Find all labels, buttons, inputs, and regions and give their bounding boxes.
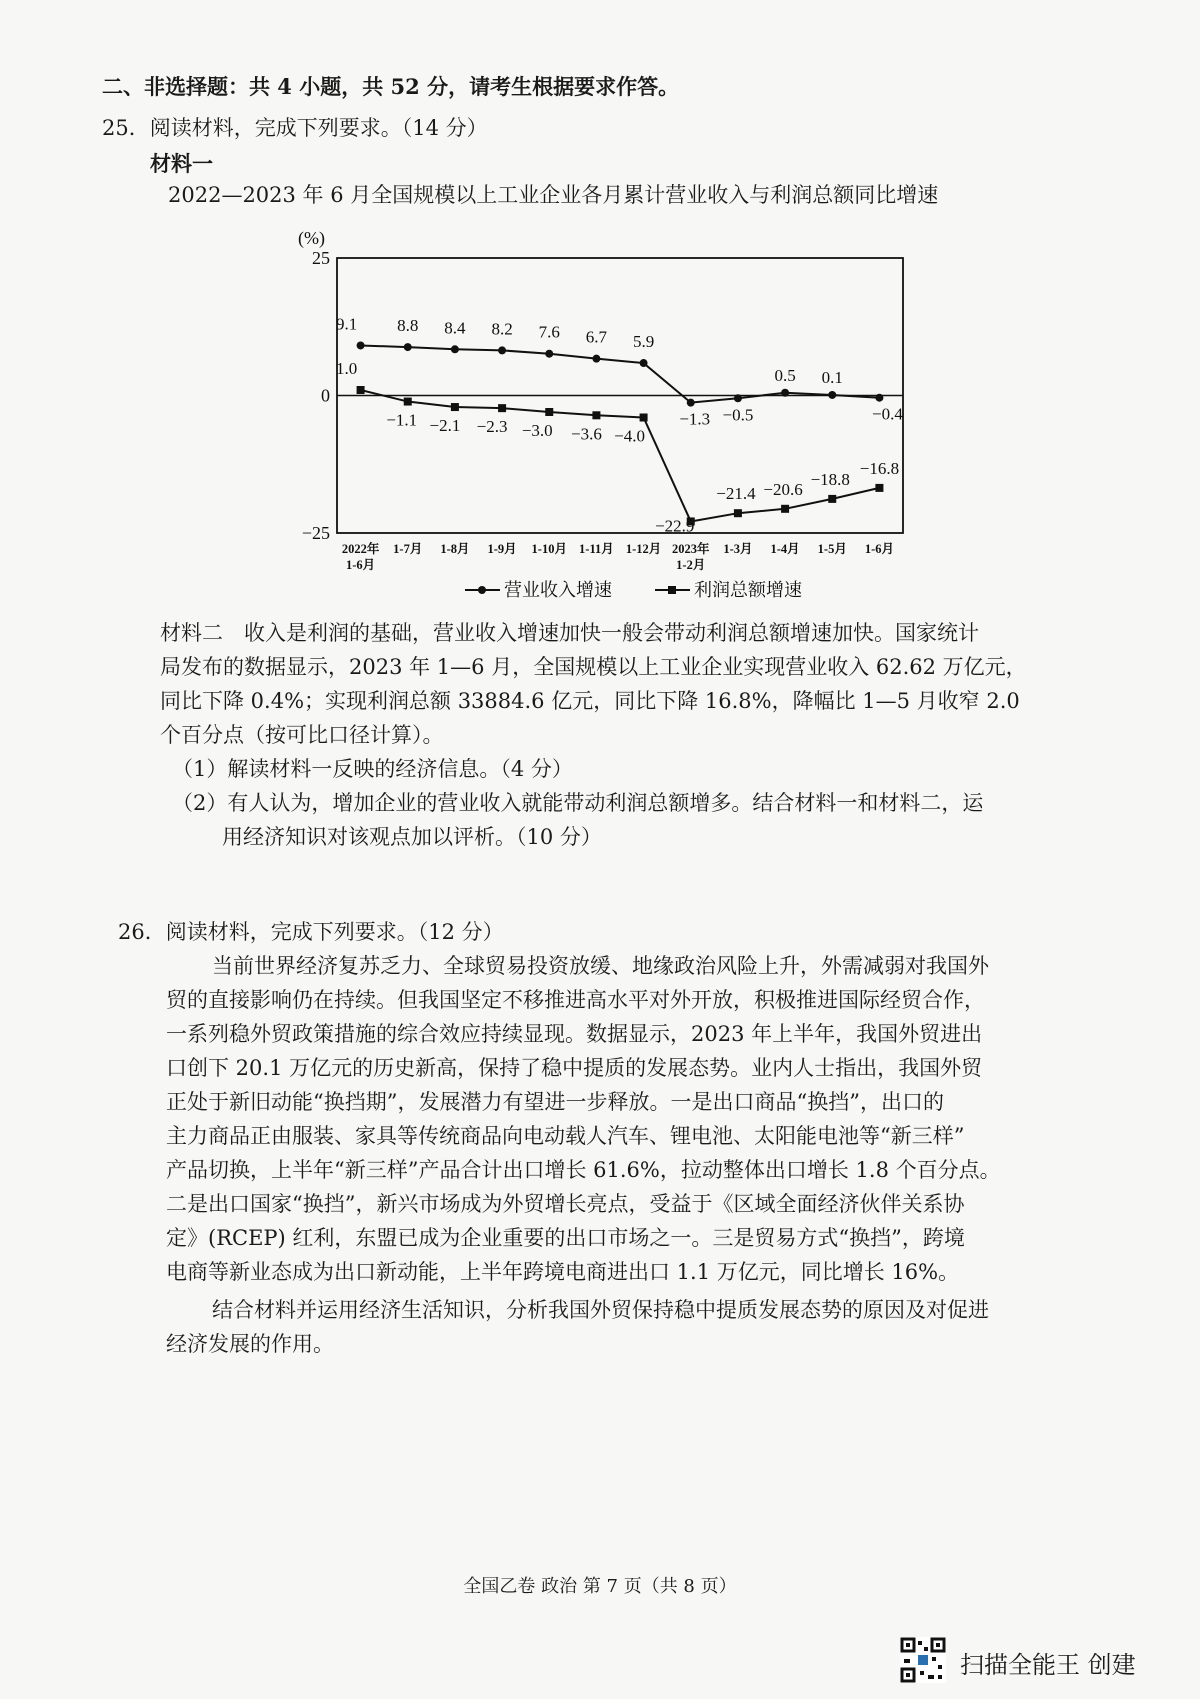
x-tick-label: 1-12月 <box>625 542 662 556</box>
profit-point <box>545 408 553 416</box>
question-26-title: 26．阅读材料，完成下列要求。（12 分） <box>118 920 504 944</box>
q26-paragraph-line-5: 正处于新旧动能“换挡期”，发展潜力有望进一步释放。一是出口商品“换挡”，出口的 <box>166 1090 944 1114</box>
material-2-line-2: 局发布的数据显示，2023 年 1—6 月，全国规模以上工业企业实现营业收入 62.62 万亿元， <box>160 655 1027 679</box>
x-tick-label: 2023年 <box>671 542 710 556</box>
data-label: −20.6 <box>763 479 803 499</box>
legend-profit-marker <box>668 586 676 594</box>
data-label: 5.9 <box>632 332 655 352</box>
revenue-point <box>545 350 553 358</box>
page-footer: 全国乙卷 政治 第 7 页（共 8 页） <box>463 1576 737 1597</box>
revenue-point <box>687 399 695 407</box>
data-label: −1.1 <box>386 410 418 430</box>
revenue-point <box>498 346 506 354</box>
x-tick-label: 1-6月 <box>864 542 895 556</box>
data-label: 7.6 <box>538 322 560 342</box>
series-line-revenue <box>361 345 880 402</box>
q26-paragraph-line-9: 定》(RCEP) 红利，东盟已成为企业重要的出口市场之一。三是贸易方式“换挡”，跨境 <box>166 1226 965 1250</box>
data-label: −21.4 <box>716 484 756 504</box>
data-label: 6.7 <box>585 327 608 347</box>
material-2-line-4: 个百分点（按可比口径计算）。 <box>160 723 444 747</box>
data-label: 9.1 <box>335 314 358 334</box>
revenue-point <box>828 391 836 399</box>
data-label: −0.5 <box>722 405 754 425</box>
sub-question-2-line-1: （2）有人认为，增加企业的营业收入就能带动利润总额增多。结合材料一和材料二，运 <box>172 791 984 815</box>
q26-paragraph-line-2: 贸的直接影响仍在持续。但我国坚定不移推进高水平对外开放，积极推进国际经贸合作， <box>166 988 985 1012</box>
x-tick-label: 1-4月 <box>770 542 800 556</box>
data-label: 8.8 <box>397 316 419 336</box>
material-2-line-1: 材料二 收入是利润的基础，营业收入增速加快一般会带动利润总额增速加快。国家统计 <box>160 621 979 645</box>
x-tick-label: 2022年 <box>341 542 380 556</box>
data-label: 0.1 <box>821 367 843 387</box>
x-tick-label: 1-6月 <box>345 558 376 572</box>
q26-paragraph-line-10: 电商等新业态成为出口新动能，上半年跨境电商进出口 1.1 万亿元，同比增长 16%。 <box>166 1260 960 1284</box>
qr-code-icon <box>900 1637 946 1683</box>
profit-point <box>781 505 789 513</box>
material-2-line-3: 同比下降 0.4%；实现利润总额 33884.6 亿元，同比下降 16.8%，降幅比 1—5 月收窄 2.0 <box>160 689 1020 713</box>
revenue-point <box>781 389 789 397</box>
data-label: 0.5 <box>774 365 796 385</box>
profit-point <box>498 404 506 412</box>
profit-point <box>451 403 459 411</box>
legend-profit-label: 利润总额增速 <box>694 580 802 600</box>
profit-point <box>640 414 648 422</box>
revenue-point <box>357 341 365 349</box>
y-tick-label: −25 <box>301 523 330 543</box>
y-axis-unit-label: (%) <box>298 228 325 248</box>
data-label: −3.0 <box>521 421 553 440</box>
data-label: −2.1 <box>429 416 461 436</box>
data-label: −2.3 <box>476 417 508 437</box>
data-label: 8.2 <box>491 319 513 339</box>
q26-task-line-1: 结合材料并运用经济生活知识，分析我国外贸保持稳中提质发展态势的原因及对促进 <box>212 1298 989 1322</box>
scanner-watermark <box>900 1637 1180 1687</box>
revenue-point <box>451 345 459 353</box>
data-label: −3.6 <box>570 424 602 444</box>
x-tick-label: 1-3月 <box>723 542 753 556</box>
y-tick-label: 0 <box>321 385 330 406</box>
section-heading: 二、非选择题：共 4 小题，共 52 分，请考生根据要求作答。 <box>102 74 680 99</box>
data-label: −18.8 <box>810 469 850 489</box>
data-label: 8.4 <box>444 318 466 338</box>
material-1-label: 材料一 <box>150 151 213 176</box>
profit-point <box>828 495 836 503</box>
revenue-point <box>404 343 412 351</box>
watermark-text: 扫描全能王 创建 <box>960 1651 1136 1679</box>
sub-question-2-line-2: 用经济知识对该观点加以评析。（10 分） <box>222 825 602 849</box>
q26-paragraph-line-8: 二是出口国家“换挡”，新兴市场成为外贸增长亮点，受益于《区域全面经济伙伴关系协 <box>166 1192 965 1216</box>
x-tick-label: 1-7月 <box>393 542 423 556</box>
sub-question-1: （1）解读材料一反映的经济信息。（4 分） <box>172 757 573 781</box>
q26-task-line-2: 经济发展的作用。 <box>166 1332 334 1356</box>
data-label: −1.3 <box>679 409 711 429</box>
q26-paragraph-line-1: 当前世界经济复苏乏力、全球贸易投资放缓、地缘政治风险上升，外需减弱对我国外 <box>212 954 989 978</box>
legend-revenue-label: 营业收入增速 <box>504 580 612 600</box>
x-tick-label: 1-11月 <box>579 542 614 556</box>
question-25-title: 25．阅读材料，完成下列要求。（14 分） <box>102 116 488 140</box>
revenue-point <box>640 359 648 367</box>
revenue-point <box>592 355 600 363</box>
legend-revenue-marker <box>478 586 486 594</box>
x-tick-label: 1-10月 <box>531 542 567 556</box>
q26-paragraph-line-6: 主力商品正由服装、家具等传统商品向电动载人汽车、锂电池、太阳能电池等“新三样” <box>166 1124 965 1148</box>
revenue-point <box>875 394 883 402</box>
x-tick-label: 1-9月 <box>487 542 517 556</box>
x-tick-label: 1-5月 <box>817 542 847 556</box>
x-tick-label: 1-8月 <box>440 542 470 556</box>
profit-point <box>875 484 883 492</box>
profit-point <box>592 411 600 419</box>
profit-point <box>357 386 365 394</box>
chart-caption: 2022—2023 年 6 月全国规模以上工业企业各月累计营业收入与利润总额同比增速 <box>168 183 939 207</box>
revenue-point <box>734 394 742 402</box>
q26-paragraph-line-7: 产品切换，上半年“新三样”产品合计出口增长 61.6%，拉动整体出口增长 1.8 个百分点。 <box>166 1158 1001 1182</box>
data-label: −22.9 <box>655 516 695 536</box>
profit-point <box>404 398 412 406</box>
data-label: −4.0 <box>614 426 646 446</box>
series-line-profit <box>361 390 880 521</box>
data-label: 1.0 <box>335 359 358 378</box>
data-label: −16.8 <box>859 458 900 478</box>
q26-paragraph-line-4: 口创下 20.1 万亿元的历史新高，保持了稳中提质的发展态势。业内人士指出，我国外贸 <box>166 1056 983 1080</box>
line-chart <box>280 218 940 618</box>
y-tick-label: 25 <box>312 248 330 268</box>
q26-paragraph-line-3: 一系列稳外贸政策措施的综合效应持续显现。数据显示，2023 年上半年，我国外贸进出 <box>166 1022 983 1046</box>
data-label: −0.4 <box>871 404 903 424</box>
x-tick-label: 1-2月 <box>676 558 706 572</box>
profit-point <box>734 509 742 517</box>
